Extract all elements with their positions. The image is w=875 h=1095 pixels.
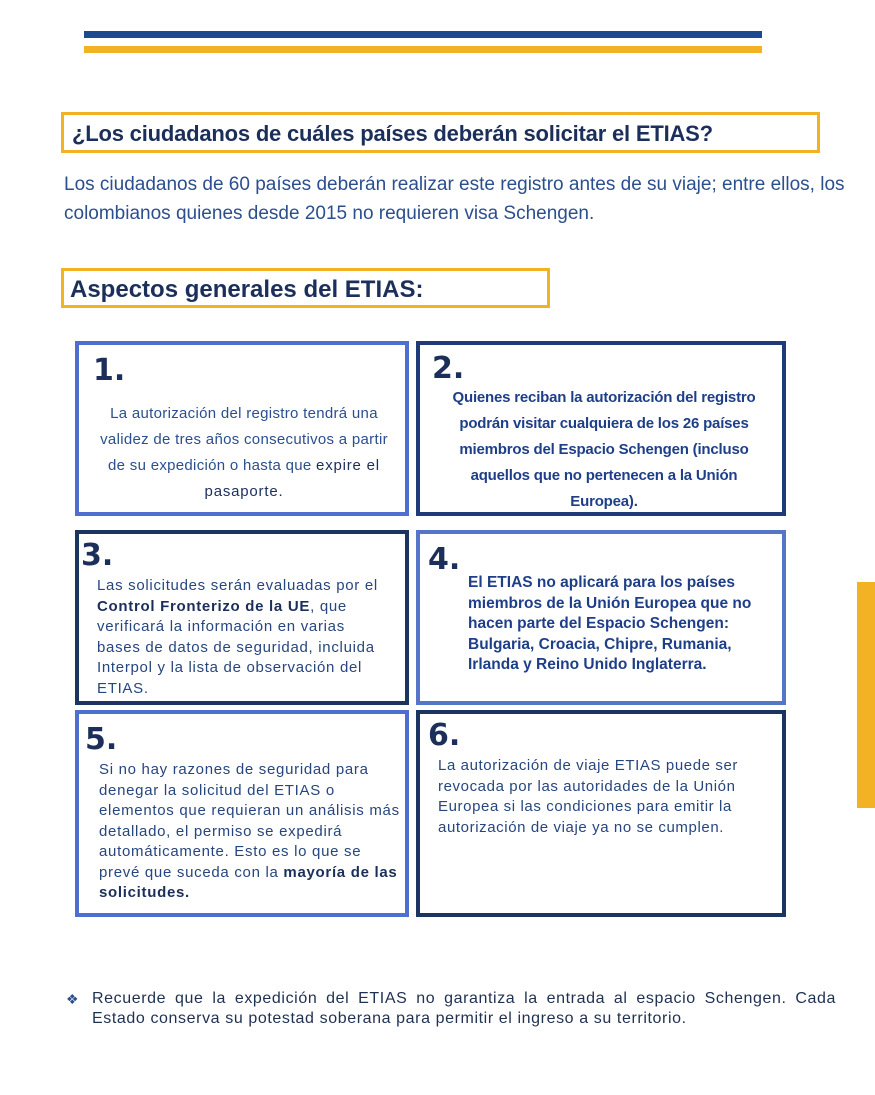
card-5-text-emphasis: mayoría de las solicitudes. (99, 863, 398, 901)
card-1-number: 1. (93, 353, 126, 388)
intro-paragraph: Los ciudadanos de 60 países deberán realizar este registro antes de su viaje; entre ellos, los colombianos quienes desde 2015 no requieren visa Schengen. (64, 174, 845, 224)
diamond-bullet-icon: ❖ (66, 991, 80, 1007)
card-4-text: El ETIAS no aplicará para los países miembros de la Unión Europea que no hacen parte del Espacio Schengen: Bulgaria, Croacia, Chipre, Rumania, Irlanda y Reino Unido Inglaterra. (468, 574, 752, 673)
card-2-text: Quienes reciban la autorización del registro podrán visitar cualquiera de los 26 países miembros del Espacio Schengen (incluso aquellos que no pertenecen a la Unión Europea). (452, 389, 756, 510)
card-6-text: La autorización de viaje ETIAS puede ser revocada por las autoridades de la Unión Europea si las condiciones para emitir la autorización de viaje ya no se cumplen. (438, 757, 738, 836)
card-5 (75, 710, 409, 917)
card-3-text-rest: , que verificará la información en varias bases de datos de seguridad, incluida Interpol y la lista de observación del ETIAS. (97, 597, 375, 697)
card-1 (75, 341, 409, 516)
card-1-text-main: La autorización del registro tendrá una validez de tres años consecutivos a partir de su expedición o hasta que (100, 405, 388, 474)
card-4 (416, 530, 786, 705)
card-3 (75, 530, 409, 705)
card-1-text (91, 401, 397, 505)
question-title: ¿Los ciudadanos de cuáles países deberán solicitar el ETIAS? (72, 121, 713, 146)
card-2-number: 2. (432, 351, 465, 386)
card-1-text-emphasis: expire el pasaporte. (204, 457, 380, 500)
question-box (61, 112, 820, 153)
card-3-text-main: Las solicitudes serán evaluadas por el (97, 577, 378, 594)
header-gold-rule (84, 46, 762, 53)
card-6-number: 6. (428, 718, 461, 753)
card-5-text-main: Si no hay razones de seguridad para denegar la solicitud del ETIAS o elementos que requieran un análisis más detallado, el permiso se expedirá automáticamente. Esto es lo que se prevé que suceda con la (99, 761, 400, 881)
card-3-number: 3. (81, 538, 114, 573)
section-title-box (61, 268, 550, 308)
card-2 (416, 341, 786, 516)
side-gold-tab (857, 582, 875, 808)
card-4-number: 4. (428, 542, 461, 577)
section-title: Aspectos generales del ETIAS: (70, 276, 424, 303)
card-5-number: 5. (85, 722, 118, 757)
header-blue-rule (84, 31, 762, 38)
footer-note (66, 989, 836, 1029)
card-5-text (99, 760, 407, 904)
card-3-text (97, 576, 387, 699)
card-6 (416, 710, 786, 917)
card-3-text-emphasis: Control Fronterizo de la UE (97, 597, 311, 615)
footer-note-text: Recuerde que la expedición del ETIAS no garantiza la entrada al espacio Schengen. Cada Estado conserva su potestad soberana para permitir el ingreso a su territorio. (92, 990, 836, 1027)
